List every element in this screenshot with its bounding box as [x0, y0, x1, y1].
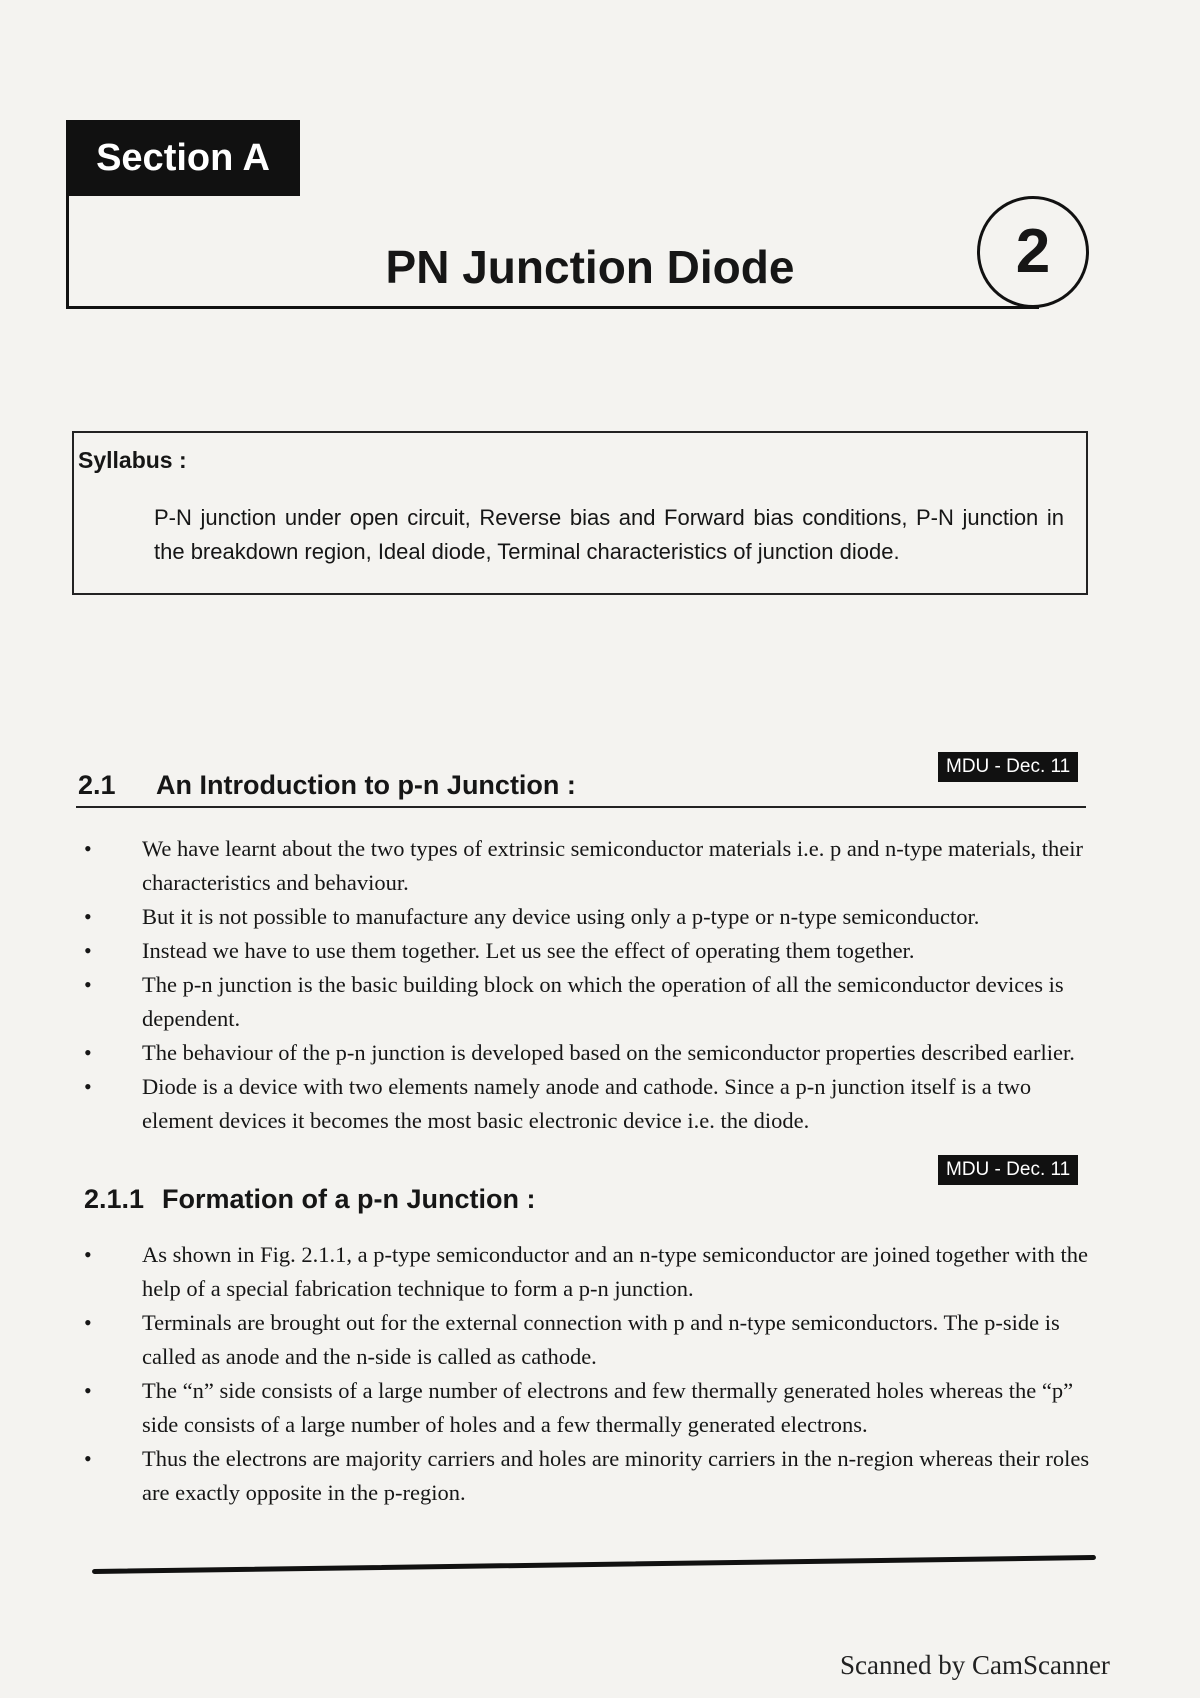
list-item-text: We have learnt about the two types of extrinsic semiconductor materials i.e. p and n-type materials, their characteristics and behaviour. — [142, 836, 1084, 895]
list-item — [80, 1036, 1092, 1070]
section-number: 2.1 — [78, 770, 116, 800]
bullet-icon: • — [84, 1446, 92, 1471]
exam-tag: MDU - Dec. 11 — [938, 752, 1078, 782]
bullet-icon: • — [84, 1378, 92, 1403]
list-item — [80, 1374, 1092, 1442]
list-item — [80, 832, 1092, 900]
chapter-number-badge: 2 — [977, 196, 1089, 308]
list-item — [80, 1306, 1092, 1374]
list-item — [80, 1442, 1092, 1510]
list-item-text: Thus the electrons are majority carriers and holes are minority carriers in the n-region whereas their roles are exactly opposite in the p-region. — [142, 1446, 1090, 1505]
bullet-icon: • — [84, 1074, 92, 1099]
list-item-text: The p-n junction is the basic building block on which the operation of all the semiconductor devices is dependent. — [142, 972, 1064, 1031]
bullet-icon: • — [84, 904, 92, 929]
section-heading — [78, 770, 576, 801]
subsection-title: Formation of a p-n Junction : — [162, 1184, 536, 1214]
subsection-heading — [84, 1184, 535, 1215]
list-item — [80, 968, 1092, 1036]
list-item-text: The “n” side consists of a large number of electrons and few thermally generated holes whereas the “p” side consists of a large number of holes and a few thermally generated electrons. — [142, 1378, 1074, 1437]
list-item-text: Terminals are brought out for the external connection with p and n-type semiconductors. The p-side is called as anode and the n-side is called as cathode. — [142, 1310, 1060, 1369]
section-title: An Introduction to p-n Junction : — [156, 770, 576, 800]
bullet-icon: • — [84, 1242, 92, 1267]
chapter-title: PN Junction Diode — [385, 241, 795, 293]
list-item-text: The behaviour of the p-n junction is developed based on the semiconductor properties described earlier. — [142, 1040, 1075, 1065]
syllabus-label: Syllabus : — [78, 447, 187, 473]
page-bottom-rule — [92, 1555, 1096, 1574]
subsection-number: 2.1.1 — [84, 1184, 145, 1214]
bullet-icon: • — [84, 1040, 92, 1065]
section-label: Section A — [66, 120, 300, 196]
list-item — [80, 1238, 1092, 1306]
section-underline — [76, 806, 1086, 808]
scanner-watermark: Scanned by CamScanner — [840, 1650, 1110, 1680]
list-item — [80, 934, 1092, 968]
bullet-list — [80, 1238, 1092, 1510]
list-item-text: But it is not possible to manufacture any device using only a p-type or n-type semiconductor. — [142, 904, 980, 929]
list-item-text: Instead we have to use them together. Let us see the effect of operating them together. — [142, 938, 915, 963]
bullet-icon: • — [84, 1310, 92, 1335]
list-item — [80, 1070, 1092, 1138]
list-item-text: As shown in Fig. 2.1.1, a p-type semiconductor and an n-type semiconductor are joined together with the help of a special fabrication technique to form a p-n junction. — [142, 1242, 1089, 1301]
list-item — [80, 900, 1092, 934]
bullet-list — [80, 832, 1092, 1138]
list-item-text: Diode is a device with two elements namely anode and cathode. Since a p-n junction itself is a two element devices it becomes the most basic electronic device i.e. the diode. — [142, 1074, 1032, 1133]
bullet-icon: • — [84, 938, 92, 963]
bullet-icon: • — [84, 972, 92, 997]
exam-tag: MDU - Dec. 11 — [938, 1155, 1078, 1185]
bullet-icon: • — [84, 836, 92, 861]
syllabus-text: P-N junction under open circuit, Reverse bias and Forward bias conditions, P-N junction in the breakdown region, Ideal diode, Terminal characteristics of junction diode. — [154, 505, 1064, 564]
syllabus-box — [72, 431, 1088, 595]
